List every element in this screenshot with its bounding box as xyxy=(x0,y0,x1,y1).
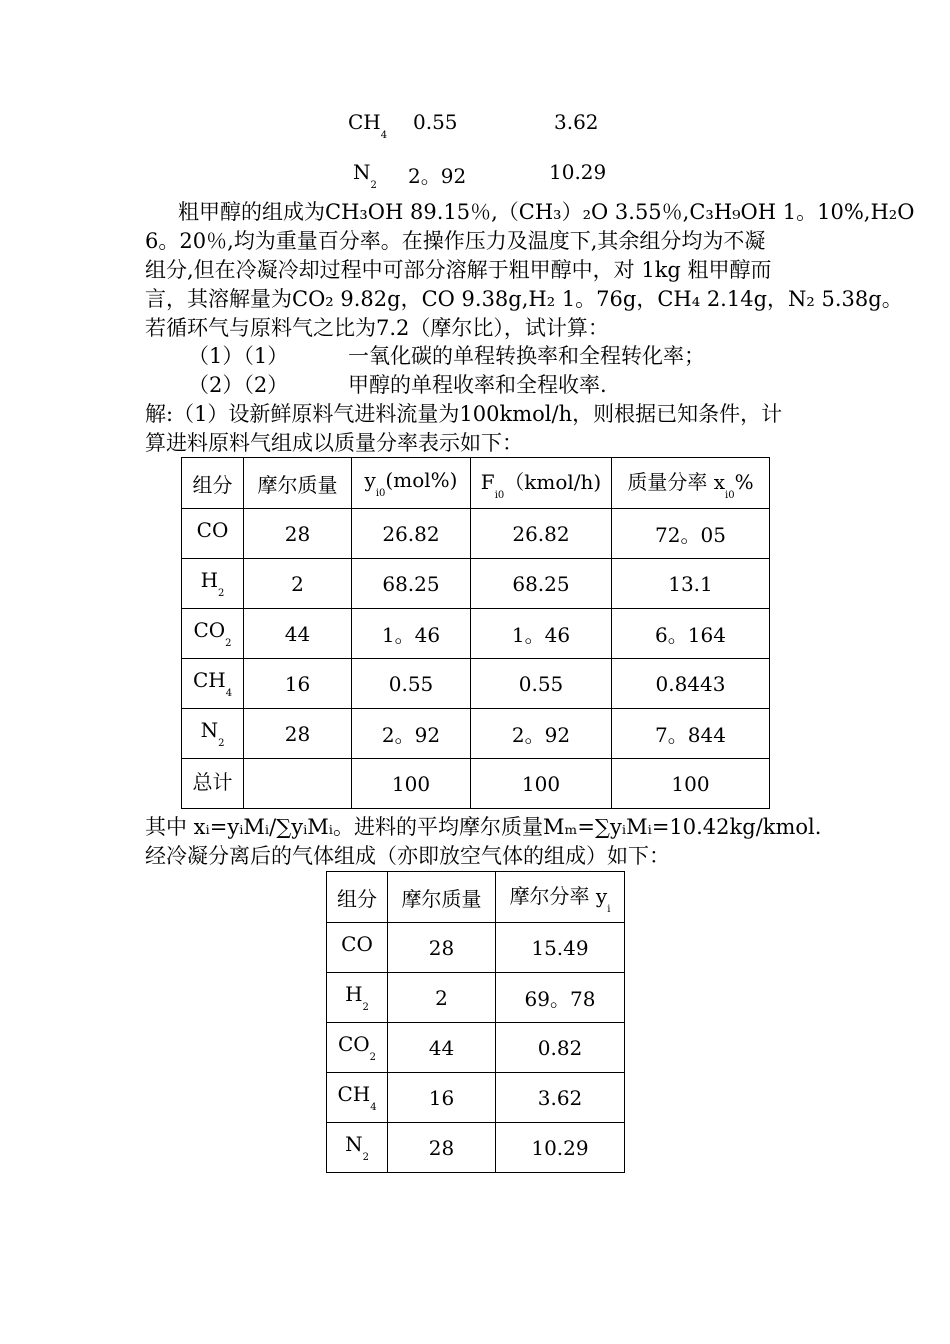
paragraph-line: 若循环气与原料气之比为7.2（摩尔比），试计算： xyxy=(145,316,609,340)
cell-flow: 68.25 xyxy=(471,559,612,609)
header-molar-mass xyxy=(388,872,496,923)
cell-mole-fraction: 68.25 xyxy=(352,559,471,609)
component-symbol: N xyxy=(353,160,371,184)
cell-molar-mass: 2 xyxy=(244,559,352,609)
component-symbol: CO xyxy=(193,618,226,642)
component-subscript: 2 xyxy=(218,738,225,749)
cell-molar-mass: 16 xyxy=(388,1073,496,1123)
table-row xyxy=(182,609,770,659)
table-row xyxy=(182,659,770,709)
cell-molar-mass: 28 xyxy=(244,709,352,759)
cell-mole-fraction: 0.82 xyxy=(496,1023,625,1073)
header-text: 组分 xyxy=(192,472,233,497)
cell-molar-mass: 28 xyxy=(388,923,496,973)
component-subscript: 4 xyxy=(225,688,233,699)
table-row xyxy=(327,1123,625,1173)
paragraph-line: 组分,但在冷凝冷却过程中可部分溶解于粗甲醇中，对 1kg 粗甲醇而 xyxy=(145,258,772,282)
cell-molar-mass xyxy=(244,759,352,809)
solution-line: 解:（1）设新鲜原料气进料流量为100kmol/h，则根据已知条件，计 xyxy=(145,402,783,426)
header-subscript: i0 xyxy=(725,489,735,501)
component-subscript: 2 xyxy=(225,638,232,649)
component-subscript: 2 xyxy=(370,180,377,191)
value-2: 3.62 xyxy=(554,110,599,134)
table-row xyxy=(182,509,770,559)
component-symbol: CO xyxy=(341,932,373,956)
cell-flow: 100 xyxy=(471,759,612,809)
cell-mass-fraction: 100 xyxy=(612,759,770,809)
formula-line: 其中 xᵢ=yᵢMᵢ/∑yᵢMᵢ。进料的平均摩尔质量Mₘ=∑yᵢMᵢ=10.42kg/kmol. xyxy=(145,815,822,839)
paragraph-line: 言，其溶解量为CO₂ 9.82g，CO 9.38g,H₂ 1。76g，CH₄ 2.14g，N₂ 5.38g。 xyxy=(145,287,903,311)
header-molar-mass xyxy=(244,458,352,509)
cell-component xyxy=(327,923,388,973)
cell-mole-fraction: 2。92 xyxy=(352,709,471,759)
cell-flow: 0.55 xyxy=(471,659,612,709)
cell-mass-fraction: 6。164 xyxy=(612,609,770,659)
component-symbol: CH xyxy=(192,668,226,692)
cell-component xyxy=(327,1073,388,1123)
header-text: 质量分率 x xyxy=(627,469,726,494)
header-unit: （kmol/h) xyxy=(504,469,602,494)
paragraph-line: 粗甲醇的组成为CH₃OH 89.15％,（CH₃）₂O 3.55％,C₃H₉OH 1。10%,H₂O xyxy=(178,200,915,224)
component-symbol: CO xyxy=(337,1032,370,1056)
cell-mass-fraction: 13.1 xyxy=(612,559,770,609)
header-subscript: i0 xyxy=(375,487,386,499)
value-1: 0.55 xyxy=(413,110,458,134)
cell-mole-fraction: 26.82 xyxy=(352,509,471,559)
component-subscript: 4 xyxy=(370,1102,377,1113)
cell-mole-fraction: 10.29 xyxy=(496,1123,625,1173)
component-subscript: 4 xyxy=(380,130,388,141)
header-flow xyxy=(471,458,612,509)
text-line: 经冷凝分离后的气体组成（亦即放空气体的组成）如下： xyxy=(145,844,670,868)
cell-molar-mass: 2 xyxy=(388,973,496,1023)
header-unit: (mol%) xyxy=(385,467,458,492)
cell-molar-mass: 44 xyxy=(244,609,352,659)
cell-flow: 1。46 xyxy=(471,609,612,659)
cell-mole-fraction: 1。46 xyxy=(352,609,471,659)
cell-component xyxy=(182,509,244,559)
cell-mole-fraction: 0.55 xyxy=(352,659,471,709)
cell-component xyxy=(182,709,244,759)
cell-component xyxy=(182,559,244,609)
component-name xyxy=(348,110,387,141)
component-name xyxy=(353,160,377,191)
composition-row-ch4 xyxy=(0,110,950,144)
value-2: 10.29 xyxy=(549,160,607,184)
question-text: 甲醇的单程收率和全程收率. xyxy=(348,373,607,397)
table-row xyxy=(327,923,625,973)
cell-mole-fraction: 15.49 xyxy=(496,923,625,973)
component-symbol: H xyxy=(345,982,363,1006)
cell-mole-fraction: 3.62 xyxy=(496,1073,625,1123)
table-row xyxy=(327,973,625,1023)
table-header-row xyxy=(327,872,625,923)
cell-mass-fraction: 72。05 xyxy=(612,509,770,559)
table-row xyxy=(182,559,770,609)
header-text: F xyxy=(480,469,495,494)
question-number: （2）（2） xyxy=(188,373,289,397)
cell-mole-fraction: 100 xyxy=(352,759,471,809)
cell-molar-mass: 28 xyxy=(388,1123,496,1173)
component-symbol: H xyxy=(200,568,219,592)
cell-component xyxy=(182,609,244,659)
component-subscript: 2 xyxy=(362,1002,369,1013)
component-symbol: CH xyxy=(337,1082,371,1106)
cell-component xyxy=(327,1123,388,1173)
composition-row-n2 xyxy=(0,160,950,194)
component-symbol: N xyxy=(345,1132,363,1156)
cell-molar-mass: 44 xyxy=(388,1023,496,1073)
cell-molar-mass: 28 xyxy=(244,509,352,559)
paragraph-line: 6。20％,均为重量百分率。在操作压力及温度下,其余组分均为不凝 xyxy=(145,229,766,253)
header-mole-fraction xyxy=(496,872,625,923)
header-mole-fraction xyxy=(352,458,471,509)
header-unit: % xyxy=(734,469,754,494)
cell-component xyxy=(182,759,244,809)
cell-molar-mass: 16 xyxy=(244,659,352,709)
component-symbol: N xyxy=(200,718,219,742)
header-text: y xyxy=(364,467,376,492)
header-subscript: i xyxy=(607,903,611,915)
header-text: 组分 xyxy=(337,886,377,911)
header-text: 摩尔质量 xyxy=(401,886,482,911)
value-1: 2。92 xyxy=(408,164,467,188)
table-row xyxy=(327,1073,625,1123)
cell-component xyxy=(182,659,244,709)
question-text: 一氧化碳的单程转换率和全程转化率； xyxy=(348,344,705,368)
header-component xyxy=(182,458,244,509)
table-total-row xyxy=(182,759,770,809)
table-row xyxy=(182,709,770,759)
cell-mole-fraction: 69。78 xyxy=(496,973,625,1023)
cell-component xyxy=(327,1023,388,1073)
header-text: 摩尔质量 xyxy=(257,472,338,497)
header-component xyxy=(327,872,388,923)
header-mass-fraction xyxy=(612,458,770,509)
cell-flow: 26.82 xyxy=(471,509,612,559)
cell-mass-fraction: 7。844 xyxy=(612,709,770,759)
solution-line: 算进料原料气组成以质量分率表示如下： xyxy=(145,431,523,455)
cell-flow: 2。92 xyxy=(471,709,612,759)
component-subscript: 2 xyxy=(218,588,225,599)
table-row xyxy=(327,1023,625,1073)
header-text: 摩尔分率 y xyxy=(509,883,608,908)
component-symbol: 总计 xyxy=(192,770,233,794)
component-subscript: 2 xyxy=(369,1052,377,1063)
feed-composition-table xyxy=(181,457,770,809)
table-header-row xyxy=(182,458,770,509)
cell-component xyxy=(327,973,388,1023)
component-symbol: CH xyxy=(348,110,381,134)
question-number: （1）（1） xyxy=(188,344,289,368)
component-symbol: CO xyxy=(196,518,229,542)
cell-mass-fraction: 0.8443 xyxy=(612,659,770,709)
vent-gas-composition-table xyxy=(326,871,625,1173)
header-subscript: i0 xyxy=(494,489,505,501)
component-subscript: 2 xyxy=(362,1152,369,1163)
